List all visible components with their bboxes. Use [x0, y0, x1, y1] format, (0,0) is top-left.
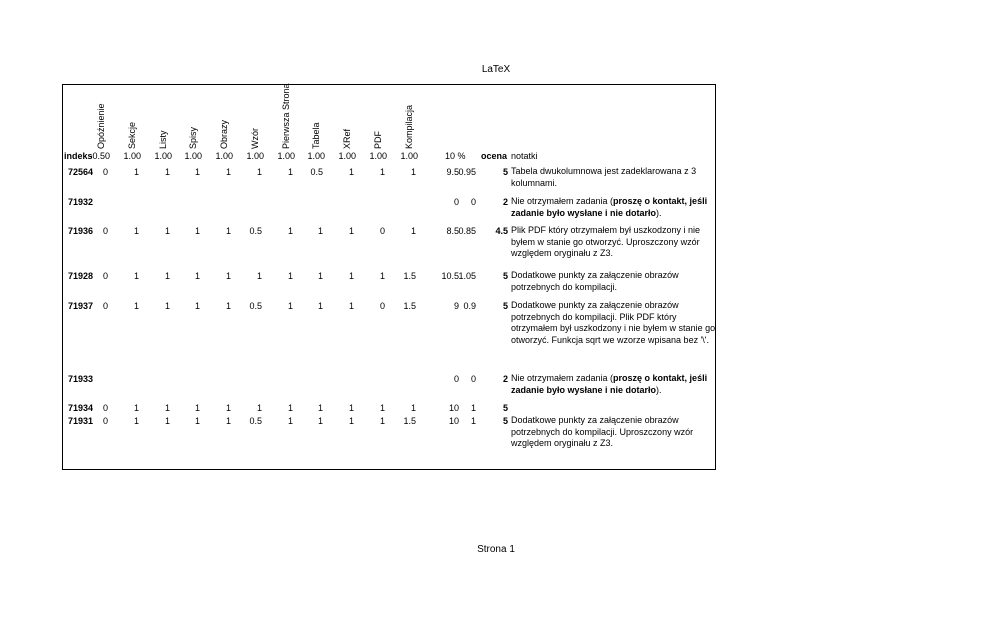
row-value: 1: [194, 403, 200, 413]
row-sum: 10: [448, 416, 459, 426]
row-value: 1: [164, 416, 170, 426]
row-value: 1: [287, 403, 293, 413]
row-value: 1: [379, 403, 385, 413]
row-value: 1: [133, 403, 139, 413]
row-value: 1: [133, 226, 139, 236]
row-percent: 1: [470, 416, 476, 426]
row-value: 1: [379, 416, 385, 426]
row-value: 1: [317, 271, 323, 281]
row-value: 1: [164, 226, 170, 236]
row-value: 1: [410, 226, 416, 236]
row-value: 0: [102, 403, 108, 413]
row-index: 71931: [68, 416, 94, 426]
note-text: Tabela dwukolumnowa jest zadeklarowana z 3 kolumnami.: [511, 166, 697, 188]
row-index: 71936: [68, 226, 94, 236]
row-note: [511, 270, 716, 293]
column-header-5: Obrazy: [219, 119, 229, 149]
note-text: Nie otrzymałem zadania (: [511, 196, 614, 206]
page-footer: Strona 1: [477, 544, 515, 555]
row-note: [511, 166, 716, 189]
row-note: [511, 196, 716, 219]
row-value: 1: [287, 226, 293, 236]
sheet-title: LaTeX: [481, 64, 511, 75]
row-percent: 1.05: [458, 271, 476, 281]
row-value: 1: [348, 271, 354, 281]
row-value: 1: [287, 271, 293, 281]
notatki-header: notatki: [511, 151, 538, 161]
row-index: 71928: [68, 271, 94, 281]
row-sum: 0: [453, 197, 459, 207]
row-value: 1: [348, 226, 354, 236]
column-header-2: Sekcje: [127, 121, 137, 149]
row-value: 1: [133, 301, 139, 311]
column-header-11: Kompilacja: [404, 104, 414, 149]
column-header-6: Wzór: [250, 128, 260, 149]
row-grade: 2: [502, 374, 508, 384]
row-note: [511, 415, 716, 450]
row-grade: 5: [502, 416, 508, 426]
row-value: 0: [102, 301, 108, 311]
row-value: 1: [256, 167, 262, 177]
row-value: 1.5: [403, 271, 416, 281]
row-grade: 5: [502, 301, 508, 311]
row-value: 1: [348, 416, 354, 426]
row-value: 1: [410, 403, 416, 413]
row-value: 1: [287, 301, 293, 311]
column-weight-1: -0.50: [89, 151, 110, 161]
row-value: 0: [379, 226, 385, 236]
row-value: 0.5: [249, 226, 262, 236]
row-value: 1: [164, 271, 170, 281]
row-value: 1: [194, 226, 200, 236]
row-value: 0.5: [310, 167, 323, 177]
row-value: 1: [410, 167, 416, 177]
column-header-8: Tabela: [311, 122, 321, 149]
row-percent: 0: [470, 374, 476, 384]
row-index: 71937: [68, 301, 94, 311]
note-text: Plik PDF który otrzymałem był uszkodzony i nie byłem w stanie go otworzyć. Uproszczony wzór względem oryginału z Z3.: [511, 225, 701, 258]
row-grade: 5: [502, 167, 508, 177]
row-value: 0: [102, 167, 108, 177]
row-value: 0: [102, 416, 108, 426]
row-value: 1: [194, 416, 200, 426]
row-sum: 0: [453, 374, 459, 384]
percent-header: 10 %: [445, 151, 466, 161]
column-weight-10: 1.00: [369, 151, 387, 161]
row-value: 0: [379, 301, 385, 311]
column-weight-5: 1.00: [215, 151, 233, 161]
row-value: 1: [225, 167, 231, 177]
column-weight-2: 1.00: [123, 151, 141, 161]
row-grade: 2: [502, 197, 508, 207]
row-note: [511, 373, 716, 396]
row-value: 1.5: [403, 301, 416, 311]
row-note: [511, 225, 716, 260]
column-weight-6: 1.00: [246, 151, 264, 161]
row-value: 1: [133, 416, 139, 426]
column-weight-8: 1.00: [307, 151, 325, 161]
row-value: 1: [194, 301, 200, 311]
row-value: 1: [133, 167, 139, 177]
row-value: 1: [194, 167, 200, 177]
row-value: 1: [379, 167, 385, 177]
row-value: 1: [164, 403, 170, 413]
row-grade: 5: [502, 403, 508, 413]
row-value: 1: [225, 271, 231, 281]
column-weight-11: 1.00: [400, 151, 418, 161]
column-header-7: Pierwsza Strona: [281, 83, 291, 149]
note-text: Nie otrzymałem zadania (: [511, 373, 614, 383]
row-percent: 0.95: [458, 167, 476, 177]
row-value: 1: [164, 301, 170, 311]
row-value: 1: [194, 271, 200, 281]
row-value: 1: [379, 271, 385, 281]
row-index: 71932: [68, 197, 94, 207]
row-grade: 4.5: [495, 226, 508, 236]
row-value: 0: [102, 271, 108, 281]
column-header-10: PDF: [373, 131, 383, 149]
row-sum: 10: [448, 403, 459, 413]
row-percent: 1: [470, 403, 476, 413]
row-value: 0.5: [249, 301, 262, 311]
indeks-header: indeks: [64, 151, 93, 161]
column-header-3: Listy: [158, 130, 168, 149]
row-grade: 5: [502, 271, 508, 281]
row-percent: 0.9: [463, 301, 476, 311]
row-note: [511, 300, 716, 346]
note-text: Dodatkowe punkty za załączenie obrazów potrzebnych do kompilacji. Uproszczony wzór względem oryginału z Z3.: [511, 415, 694, 448]
row-value: 1: [348, 403, 354, 413]
row-value: 1: [225, 403, 231, 413]
column-weight-7: 1.00: [277, 151, 295, 161]
column-weight-9: 1.00: [338, 151, 356, 161]
row-value: 1: [317, 226, 323, 236]
note-bold-text: proszę o kontakt, jeśli zadanie było wysłane i nie dotarło: [511, 196, 708, 218]
note-text: Dodatkowe punkty za załączenie obrazów potrzebnych do kompilacji. Plik PDF który otrzymałem był uszkodzony i nie byłem w stanie go otworzyć. Funkcja sqrt we wzorze wpisana bez '\'.: [511, 300, 716, 345]
column-header-4: Spisy: [188, 126, 198, 149]
note-text: ).: [656, 384, 662, 395]
row-value: 1: [287, 167, 293, 177]
row-sum: 9.5: [446, 167, 459, 177]
note-bold-text: proszę o kontakt, jeśli zadanie było wysłane i nie dotarło: [511, 373, 708, 395]
note-text: ).: [656, 207, 662, 218]
row-value: 1: [225, 301, 231, 311]
note-text: Dodatkowe punkty za załączenie obrazów potrzebnych do kompilacji.: [511, 270, 679, 292]
row-value: 1: [317, 301, 323, 311]
row-index: 72564: [68, 167, 94, 177]
column-weight-4: 1.00: [184, 151, 202, 161]
row-value: 1: [225, 416, 231, 426]
row-index: 71934: [68, 403, 94, 413]
row-value: 1.5: [403, 416, 416, 426]
row-value: 1: [348, 167, 354, 177]
row-value: 1: [348, 301, 354, 311]
row-percent: 0: [470, 197, 476, 207]
row-value: 1: [317, 403, 323, 413]
row-percent: 0.85: [458, 226, 476, 236]
row-sum: 8.5: [446, 226, 459, 236]
row-value: 1: [256, 271, 262, 281]
column-weight-3: 1.00: [154, 151, 172, 161]
column-header-9: XRef: [342, 128, 352, 149]
column-header-1: Opóźnienie: [96, 103, 106, 149]
row-sum: 10.5: [441, 271, 459, 281]
row-value: 1: [317, 416, 323, 426]
row-value: 1: [287, 416, 293, 426]
ocena-header: ocena: [481, 151, 508, 161]
row-value: 0: [102, 226, 108, 236]
row-value: 1: [164, 167, 170, 177]
row-sum: 9: [453, 301, 459, 311]
row-index: 71933: [68, 374, 94, 384]
row-value: 1: [225, 226, 231, 236]
row-value: 1: [133, 271, 139, 281]
row-value: 0.5: [249, 416, 262, 426]
row-value: 1: [256, 403, 262, 413]
